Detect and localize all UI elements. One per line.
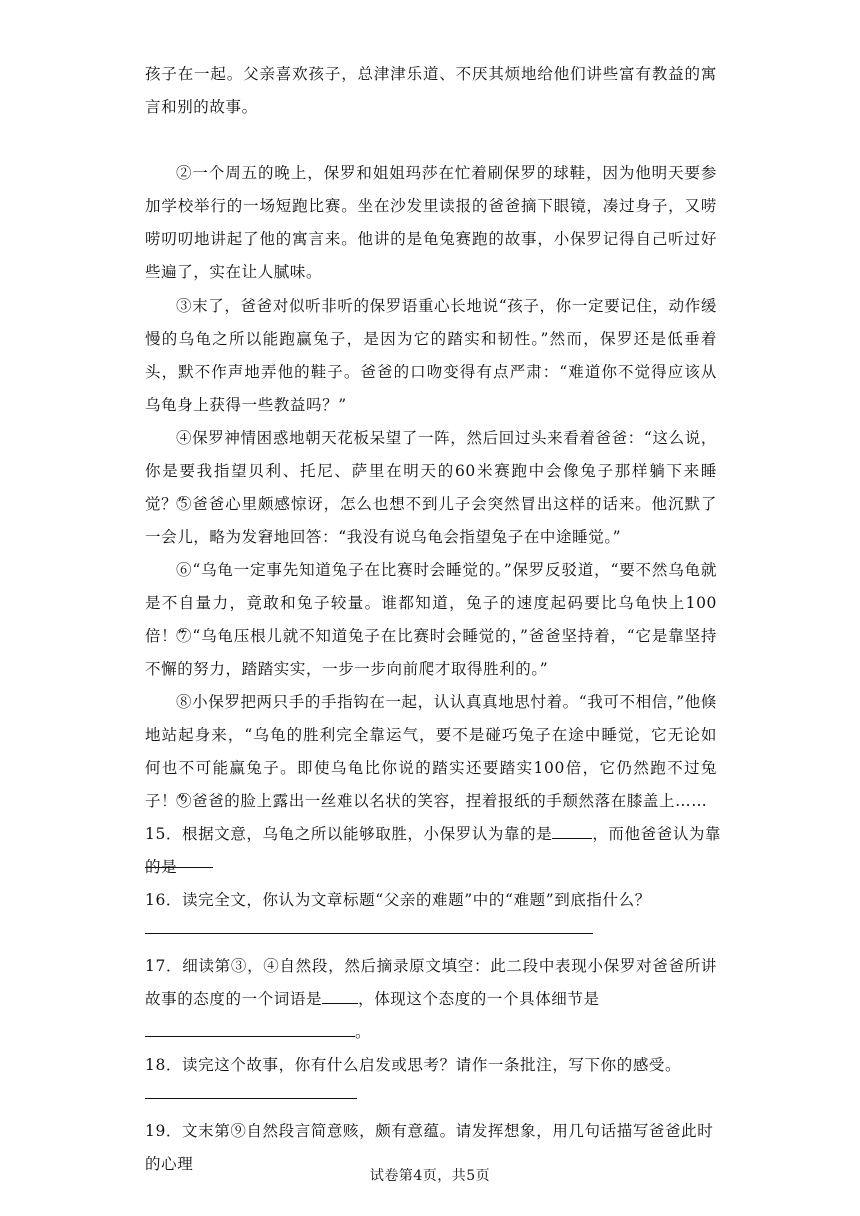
paragraph-3: ③末了，爸爸对似听非听的保罗语重心长地说“孩子，你一定要记住，动作缓慢的乌龟之所以能跑赢兔子，是因为它的踏实和韧性。”然而，保罗还是低垂着头，默不作声地弄他的鞋子。爸爸的口吻变得有点严肃：“难道你不觉得应该从乌龟身上获得一些教益吗？”: [145, 297, 717, 414]
paragraph-9: ⑨爸爸的脸上露出一丝难以名状的笑容，捏着报纸的手颓然落在膝盖上……: [176, 792, 708, 810]
question-15: [145, 818, 725, 884]
question-16: 16．读完全文，你认为文章标题“父亲的难题”中的“难题”到底指什么？: [145, 891, 651, 909]
paragraph-1-end: 孩子在一起。父亲喜欢孩子，总津津乐道、不厌其烦地给他们讲些富有教益的寓言和别的故事。: [145, 65, 717, 116]
answer-blank[interactable]: [552, 824, 592, 839]
question-19: 19．文末第⑨自然段言简意赅，颇有意蕴。请发挥想象，用几句话描写爸爸此时的心理: [145, 1122, 714, 1173]
question-17-text-c: 。: [355, 1023, 372, 1041]
question-15-text-a: 15．根据文意，乌龟之所以能够取胜，小保罗认为靠的是: [145, 825, 553, 843]
paragraph-6: ⑥“乌龟一定事先知道兔子在比赛时会睡觉的。”保罗反驳道，“要不然乌龟就是不自量力，竟敢和兔子较量。谁都知道，兔子的速度起码要比乌龟快上100倍！”: [145, 561, 717, 645]
page-footer: 试卷第4页，共5页: [369, 1168, 491, 1184]
paragraph-8: ⑧小保罗把两只手的手指钩在一起，认认真真地思忖着。“我可不相信，”他倏地站起身来，“乌龟的胜利完全靠运气，要不是碰巧兔子在途中睡觉，它无论如何也不可能赢兔子。即使乌龟比你说的踏实还要踏实100倍，它仍然跑不过兔子！”: [145, 693, 717, 810]
question-17-text-a: 17．细读第③，④自然段，然后摘录原文填空：此二段中表现小保罗对爸爸所讲故事的态度的一个词语是: [145, 957, 717, 1008]
question-17: [145, 950, 717, 1049]
question-15-text-b: ，而他爸爸认为靠的是: [145, 825, 722, 876]
question-17-text-b: ，体现这个态度的一个具体细节是: [358, 990, 600, 1008]
question-18: 18．读完这个故事，你有什么启发或思考？请作一条批注，写下你的感受。: [145, 1056, 682, 1074]
answer-line-16[interactable]: [145, 933, 593, 934]
answer-blank[interactable]: [322, 989, 358, 1004]
paragraph-4: ④保罗神情困惑地朝天花板呆望了一阵，然后回过头来看着爸爸：“这么说，你是要我指望贝利、托尼、萨里在明天的60米赛跑中会像兔子那样躺下来睡觉？”: [145, 429, 717, 513]
paragraph-7: ⑦“乌龟压根儿就不知道兔子在比赛时会睡觉的，”爸爸坚持着，“它是靠坚持不懈的努力，踏踏实实，一步一步向前爬才取得胜利的。”: [145, 627, 717, 678]
answer-blank[interactable]: [145, 1022, 355, 1037]
paragraph-5: ⑤爸爸心里颇感惊讶，怎么也想不到儿子会突然冒出这样的话来。他沉默了一会儿，略为发窘地回答：“我没有说乌龟会指望兔子在中途睡觉。”: [145, 495, 717, 546]
answer-line-18[interactable]: [145, 1098, 357, 1099]
answer-line-15[interactable]: [145, 867, 213, 868]
paragraph-2: ②一个周五的晚上，保罗和姐姐玛莎在忙着刷保罗的球鞋，因为他明天要参加学校举行的一场短跑比赛。坐在沙发里读报的爸爸摘下眼镜，凑过身子，又唠唠叨叨地讲起了他的寓言来。他讲的是龟兔赛跑的故事，小保罗记得自己听过好些遍了，实在让人腻味。: [145, 164, 717, 281]
